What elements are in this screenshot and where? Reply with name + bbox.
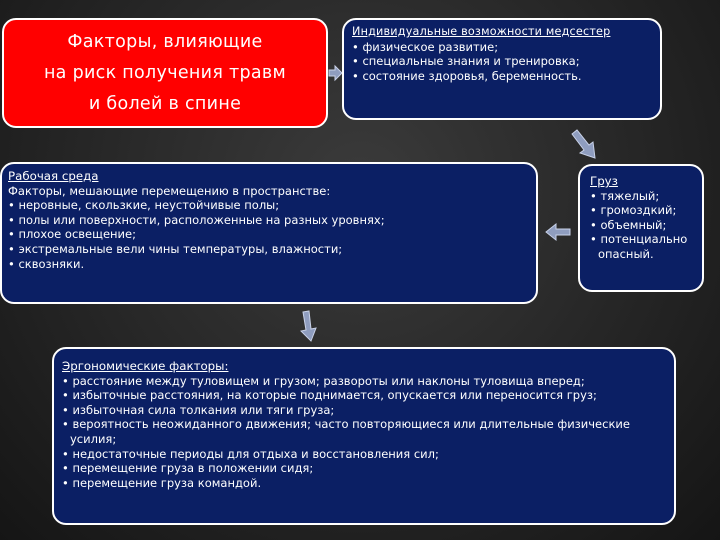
work-environment-box xyxy=(0,162,538,304)
capabilities-item: • специальные знания и тренировка; xyxy=(352,54,580,69)
title-box xyxy=(2,18,328,128)
ergonomic-item: • перемещение груза командой. xyxy=(62,475,262,490)
work-environment-subheading: Факторы, мешающие перемещению в пространстве: xyxy=(8,183,331,198)
capabilities-heading: Индивидуальные возможности медсестер xyxy=(352,25,611,38)
load-item: • тяжелый; xyxy=(590,188,660,203)
arrow-down-icon xyxy=(298,310,320,342)
load-item: • объемный; xyxy=(590,217,667,232)
ergonomic-item: • избыточные расстояния, на которые поднимается, опускается или переносится груз; xyxy=(62,388,597,403)
title-text xyxy=(36,27,294,120)
load-heading: Груз xyxy=(590,174,618,188)
capabilities-item: • физическое развитие; xyxy=(352,39,499,54)
title-line-3: и болей в спине xyxy=(88,93,242,114)
work-environment-item: • плохое освещение; xyxy=(8,227,136,242)
arrow-left-icon xyxy=(544,222,572,242)
arrow-down-right-icon xyxy=(568,128,600,162)
ergonomic-factors-box xyxy=(52,347,676,525)
work-environment-item: • неровные, скользкие, неустойчивые полы; xyxy=(8,198,280,213)
work-environment-item: • экстремальные вели чины температуры, влажности; xyxy=(8,241,343,256)
load-box xyxy=(578,164,704,292)
title-line-1: Факторы, влияющие xyxy=(67,31,263,52)
title-line-2: на риск получения травм xyxy=(43,62,287,83)
ergonomic-item: • недостаточные периоды для отдыха и восстановления сил; xyxy=(62,446,439,461)
work-environment-item: • полы или поверхности, расположенные на разных уровнях; xyxy=(8,212,385,227)
capabilities-box xyxy=(342,18,662,120)
work-environment-heading: Рабочая среда xyxy=(8,169,99,183)
ergonomic-heading: Эргономические факторы: xyxy=(62,359,229,373)
load-item: • потенциально опасный. xyxy=(590,232,688,261)
capabilities-item: • состояние здоровья, беременность. xyxy=(352,68,582,83)
ergonomic-item: • избыточная сила толкания или тяги груза; xyxy=(62,402,335,417)
load-item: • громоздкий; xyxy=(590,203,677,218)
ergonomic-item: • расстояние между туловищем и грузом; развороты или наклоны туловища вперед; xyxy=(62,373,585,388)
work-environment-item: • сквозняки. xyxy=(8,256,85,271)
ergonomic-item: • перемещение груза в положении сидя; xyxy=(62,461,314,476)
ergonomic-item: • вероятность неожиданного движения; часто повторяющиеся или длительные физические усилия; xyxy=(62,417,630,446)
